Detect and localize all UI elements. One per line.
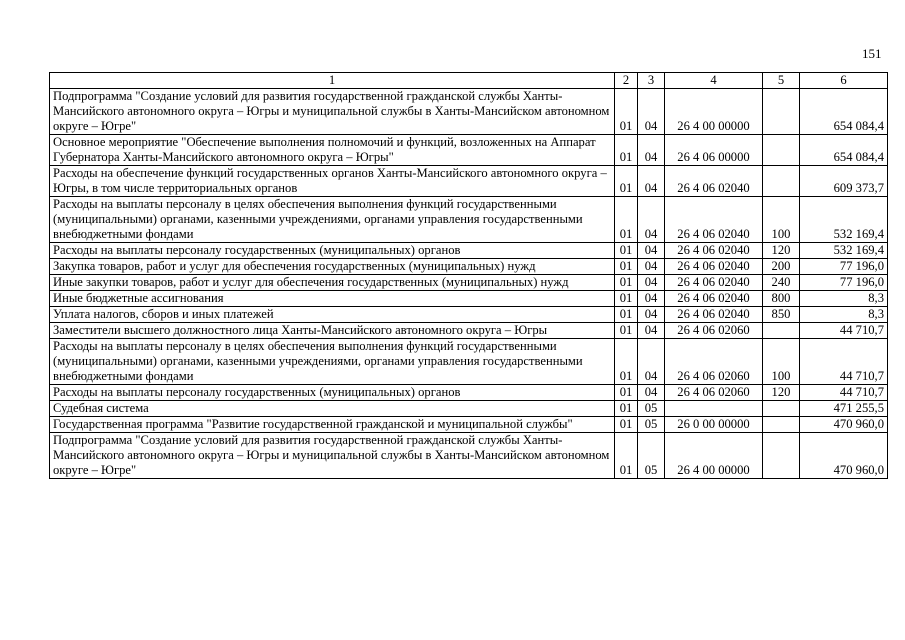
row-amount: 471 255,5: [800, 401, 888, 417]
table-row: [50, 401, 888, 417]
row-amount: 44 710,7: [800, 385, 888, 401]
row-expense-kind: [763, 433, 800, 479]
row-section: 01: [615, 385, 638, 401]
header-cell-subsection: 3: [638, 73, 665, 89]
row-subsection: 04: [638, 275, 665, 291]
row-target-code: [665, 401, 763, 417]
row-target-code: 26 4 06 02040: [665, 259, 763, 275]
row-name: Подпрограмма "Создание условий для развития государственной гражданской службы Ханты-Мансийского автономного округа – Югры и муниципальной службы в Ханты-Мансийском автономном округе – Югре": [50, 433, 615, 479]
row-name: Иные бюджетные ассигнования: [50, 291, 615, 307]
table-row: [50, 135, 888, 166]
row-subsection: 04: [638, 291, 665, 307]
row-subsection: 04: [638, 197, 665, 243]
header-cell-expense-kind: 5: [763, 73, 800, 89]
row-target-code: 26 4 06 02060: [665, 385, 763, 401]
table-row: [50, 197, 888, 243]
table-row: [50, 385, 888, 401]
table-row: [50, 417, 888, 433]
row-target-code: 26 4 00 00000: [665, 89, 763, 135]
row-amount: 44 710,7: [800, 339, 888, 385]
row-expense-kind: [763, 417, 800, 433]
row-subsection: 04: [638, 307, 665, 323]
row-section: 01: [615, 197, 638, 243]
row-subsection: 04: [638, 166, 665, 197]
table-row: [50, 291, 888, 307]
row-amount: 77 196,0: [800, 275, 888, 291]
row-expense-kind: 120: [763, 385, 800, 401]
row-subsection: 04: [638, 339, 665, 385]
table-row: [50, 89, 888, 135]
table-row: [50, 307, 888, 323]
row-name: Иные закупки товаров, работ и услуг для обеспечения государственных (муниципальных) нужд: [50, 275, 615, 291]
row-expense-kind: [763, 166, 800, 197]
table-row: [50, 323, 888, 339]
row-target-code: 26 4 06 00000: [665, 135, 763, 166]
header-cell-name: 1: [50, 73, 615, 89]
table-row: [50, 243, 888, 259]
row-expense-kind: 800: [763, 291, 800, 307]
row-subsection: 05: [638, 401, 665, 417]
row-name: Расходы на выплаты персоналу государственных (муниципальных) органов: [50, 243, 615, 259]
row-section: 01: [615, 135, 638, 166]
row-subsection: 04: [638, 385, 665, 401]
header-cell-target-code: 4: [665, 73, 763, 89]
header-cell-section: 2: [615, 73, 638, 89]
row-amount: 654 084,4: [800, 89, 888, 135]
table-row: [50, 166, 888, 197]
row-name: Расходы на выплаты персоналу в целях обеспечения выполнения функций государственными (муниципальными) органами, казенными учреждениями, органами управления государственными внебюджетными фондами: [50, 339, 615, 385]
row-subsection: 05: [638, 433, 665, 479]
table-row: [50, 275, 888, 291]
row-target-code: 26 4 06 02040: [665, 197, 763, 243]
row-target-code: 26 0 00 00000: [665, 417, 763, 433]
row-target-code: 26 4 06 02060: [665, 339, 763, 385]
row-section: 01: [615, 307, 638, 323]
row-subsection: 04: [638, 135, 665, 166]
row-name: Расходы на выплаты персоналу государственных (муниципальных) органов: [50, 385, 615, 401]
row-expense-kind: [763, 323, 800, 339]
row-subsection: 04: [638, 89, 665, 135]
row-expense-kind: 100: [763, 339, 800, 385]
table-header-row: [50, 73, 888, 89]
row-section: 01: [615, 275, 638, 291]
header-cell-amount: 6: [800, 73, 888, 89]
row-amount: 654 084,4: [800, 135, 888, 166]
row-section: 01: [615, 166, 638, 197]
row-expense-kind: [763, 89, 800, 135]
row-amount: 77 196,0: [800, 259, 888, 275]
row-section: 01: [615, 417, 638, 433]
row-target-code: 26 4 06 02040: [665, 243, 763, 259]
row-expense-kind: 100: [763, 197, 800, 243]
row-section: 01: [615, 291, 638, 307]
row-amount: 44 710,7: [800, 323, 888, 339]
row-section: 01: [615, 89, 638, 135]
row-expense-kind: [763, 135, 800, 166]
row-target-code: 26 4 06 02040: [665, 307, 763, 323]
row-expense-kind: [763, 401, 800, 417]
row-name: Судебная система: [50, 401, 615, 417]
row-name: Основное мероприятие "Обеспечение выполнения полномочий и функций, возложенных на Аппарат Губернатора Ханты-Мансийского автономного округа – Югры": [50, 135, 615, 166]
row-expense-kind: 200: [763, 259, 800, 275]
row-amount: 470 960,0: [800, 433, 888, 479]
row-amount: 8,3: [800, 307, 888, 323]
row-name: Расходы на обеспечение функций государственных органов Ханты-Мансийского автономного округа – Югры, в том числе территориальных органов: [50, 166, 615, 197]
row-name: Заместители высшего должностного лица Ханты-Мансийского автономного округа – Югры: [50, 323, 615, 339]
row-name: Уплата налогов, сборов и иных платежей: [50, 307, 615, 323]
page-number: 151: [862, 46, 882, 61]
row-expense-kind: 240: [763, 275, 800, 291]
row-target-code: 26 4 00 00000: [665, 433, 763, 479]
row-subsection: 04: [638, 323, 665, 339]
table-row: [50, 433, 888, 479]
row-name: Подпрограмма "Создание условий для развития государственной гражданской службы Ханты-Мансийского автономного округа – Югры и муниципальной службы в Ханты-Мансийском автономном округе – Югре": [50, 89, 615, 135]
row-section: 01: [615, 401, 638, 417]
row-subsection: 04: [638, 243, 665, 259]
row-name: Закупка товаров, работ и услуг для обеспечения государственных (муниципальных) нужд: [50, 259, 615, 275]
row-subsection: 05: [638, 417, 665, 433]
row-expense-kind: 120: [763, 243, 800, 259]
row-section: 01: [615, 323, 638, 339]
row-name: Расходы на выплаты персоналу в целях обеспечения выполнения функций государственными (муниципальными) органами, казенными учреждениями, органами управления государственными внебюджетными фондами: [50, 197, 615, 243]
row-expense-kind: 850: [763, 307, 800, 323]
row-section: 01: [615, 243, 638, 259]
row-name: Государственная программа "Развитие государственной гражданской и муниципальной службы": [50, 417, 615, 433]
row-section: 01: [615, 433, 638, 479]
row-amount: 532 169,4: [800, 243, 888, 259]
row-target-code: 26 4 06 02060: [665, 323, 763, 339]
row-section: 01: [615, 259, 638, 275]
table-row: [50, 339, 888, 385]
row-subsection: 04: [638, 259, 665, 275]
row-section: 01: [615, 339, 638, 385]
row-amount: 470 960,0: [800, 417, 888, 433]
budget-table: [49, 72, 888, 479]
row-amount: 532 169,4: [800, 197, 888, 243]
row-target-code: 26 4 06 02040: [665, 291, 763, 307]
row-target-code: 26 4 06 02040: [665, 275, 763, 291]
row-amount: 609 373,7: [800, 166, 888, 197]
row-target-code: 26 4 06 02040: [665, 166, 763, 197]
row-amount: 8,3: [800, 291, 888, 307]
table-row: [50, 259, 888, 275]
